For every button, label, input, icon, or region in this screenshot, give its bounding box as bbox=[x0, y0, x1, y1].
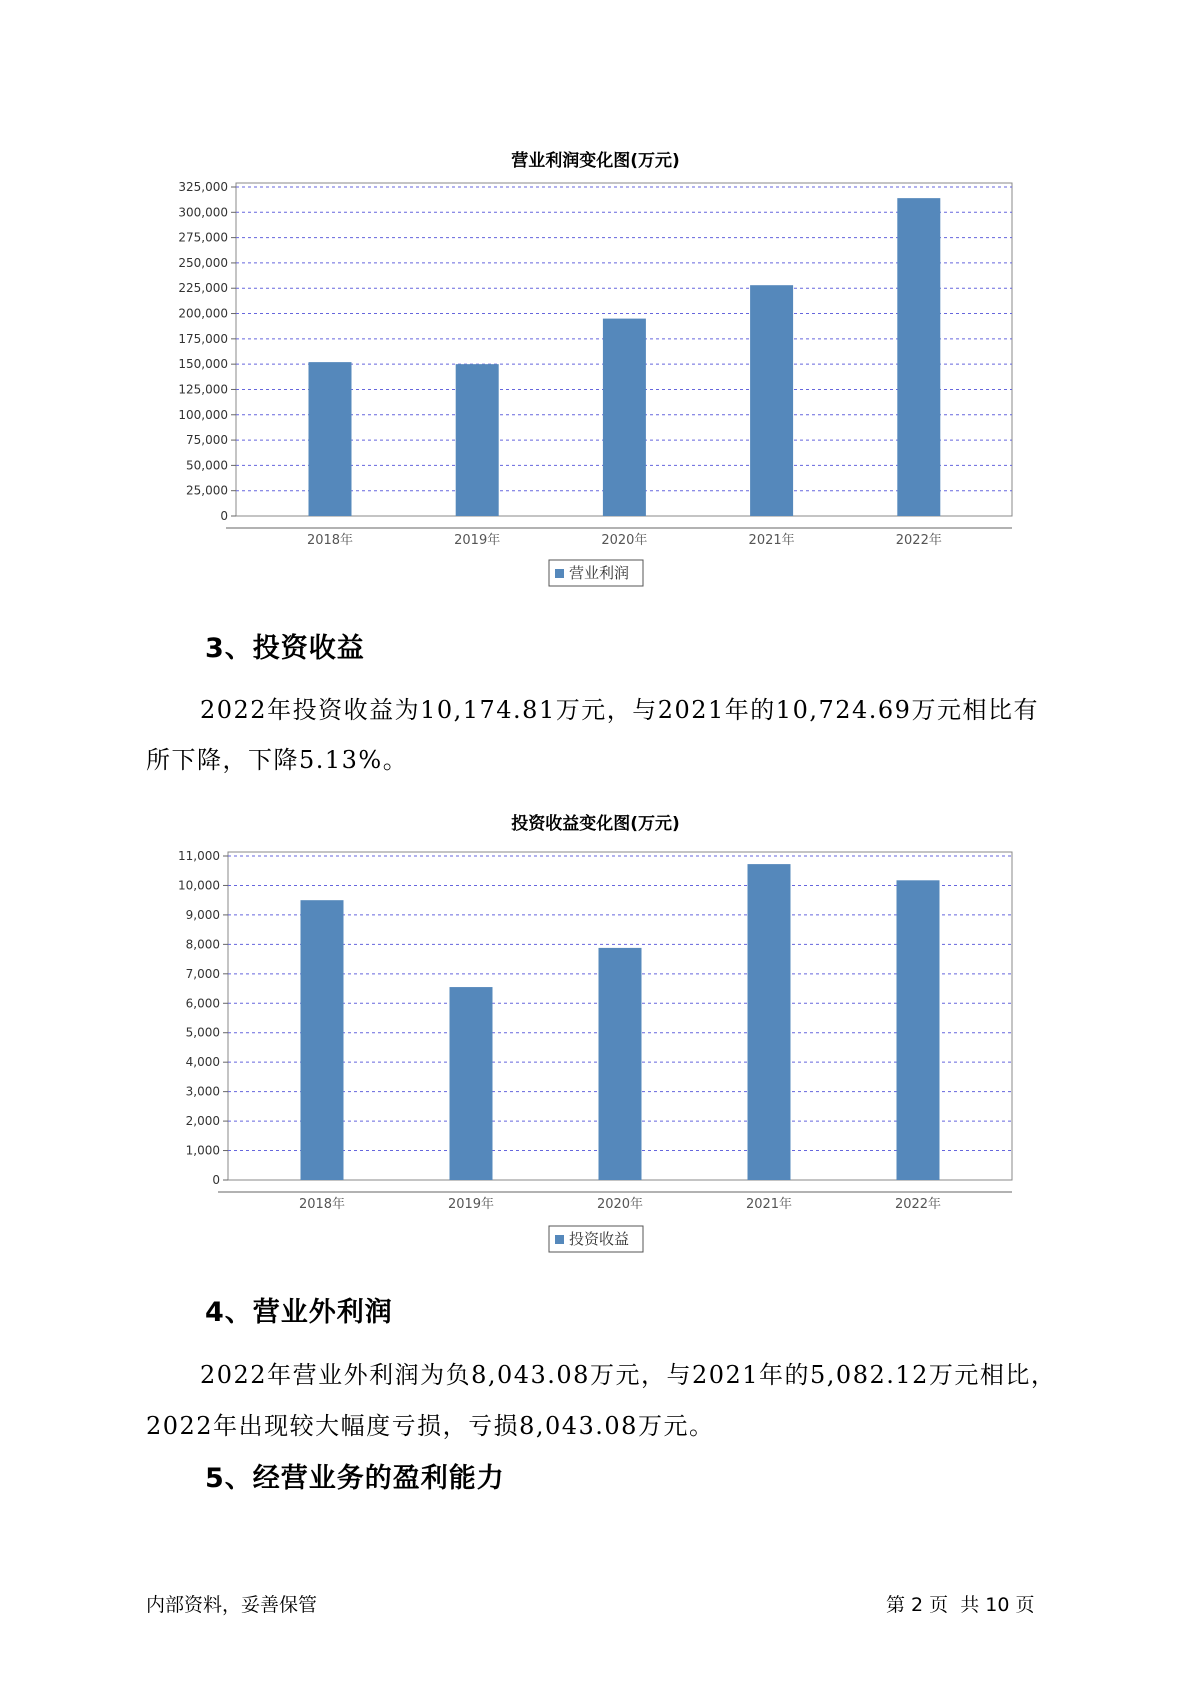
y-tick-label: 1,000 bbox=[185, 1143, 220, 1158]
bar-2019年 bbox=[450, 987, 493, 1180]
y-tick-label: 325,000 bbox=[178, 180, 228, 194]
y-tick-label: 50,000 bbox=[186, 458, 228, 473]
x-tick-label: 2021年 bbox=[745, 1197, 793, 1212]
y-tick-label: 11,000 bbox=[178, 849, 220, 863]
bar-2020年 bbox=[603, 319, 646, 516]
bar-2021年 bbox=[750, 285, 793, 516]
x-tick-label: 2021年 bbox=[748, 533, 795, 548]
x-tick-label: 2018年 bbox=[298, 1197, 346, 1212]
chart-title-operating-profit: 营业利润变化图(万元) bbox=[511, 151, 680, 171]
y-tick-label: 8,000 bbox=[185, 937, 220, 952]
y-tick-label: 10,000 bbox=[178, 878, 220, 893]
y-tick-label: 175,000 bbox=[178, 331, 228, 346]
y-tick-label: 150,000 bbox=[178, 357, 228, 372]
bar-2022年 bbox=[897, 880, 940, 1180]
y-tick-label: 250,000 bbox=[178, 255, 228, 270]
legend-label: 投资收益 bbox=[569, 1230, 630, 1248]
y-tick-label: 7,000 bbox=[185, 966, 220, 981]
section-heading-investment-income: 3、投资收益 bbox=[205, 633, 365, 664]
legend-swatch bbox=[555, 569, 564, 578]
bar-2018年 bbox=[301, 900, 344, 1180]
footer-confidential-note: 内部资料，妥善保管 bbox=[146, 1594, 318, 1616]
paragraph-line: 2022年投资收益为10,174.81万元，与2021年的10,724.69万元相比有 bbox=[200, 696, 1039, 724]
x-tick-label: 2022年 bbox=[894, 1197, 942, 1212]
x-tick-label: 2022年 bbox=[895, 533, 942, 548]
y-tick-label: 125,000 bbox=[178, 382, 228, 397]
y-tick-label: 4,000 bbox=[185, 1055, 220, 1070]
y-tick-label: 0 bbox=[212, 1173, 220, 1187]
y-tick-label: 25,000 bbox=[186, 483, 228, 498]
bar-2020年 bbox=[599, 948, 642, 1180]
x-tick-label: 2019年 bbox=[447, 1197, 495, 1212]
operating-profit-chart bbox=[0, 170, 1191, 595]
y-tick-label: 300,000 bbox=[178, 205, 228, 220]
x-tick-label: 2020年 bbox=[596, 1197, 644, 1212]
section-heading-operating-profitability: 5、经营业务的盈利能力 bbox=[205, 1463, 505, 1494]
investment-income-chart bbox=[0, 838, 1191, 1258]
bar-2022年 bbox=[897, 198, 940, 516]
x-tick-label: 2018年 bbox=[306, 533, 354, 548]
footer-page-number: 第 2 页 共 10 页 bbox=[886, 1594, 1035, 1616]
legend-label: 营业利润 bbox=[569, 564, 630, 582]
paragraph-line: 所下降，下降5.13%。 bbox=[146, 746, 409, 774]
y-tick-label: 100,000 bbox=[178, 407, 228, 422]
y-tick-label: 0 bbox=[220, 509, 228, 523]
bar-2021年 bbox=[748, 864, 791, 1180]
section-heading-non-operating-profit: 4、营业外利润 bbox=[205, 1297, 393, 1328]
y-tick-label: 225,000 bbox=[178, 281, 228, 296]
y-tick-label: 2,000 bbox=[185, 1114, 220, 1129]
y-tick-label: 3,000 bbox=[185, 1084, 220, 1099]
legend-swatch bbox=[555, 1235, 564, 1244]
y-tick-label: 5,000 bbox=[185, 1025, 220, 1040]
paragraph-line: 2022年出现较大幅度亏损，亏损8,043.08万元。 bbox=[146, 1412, 715, 1440]
y-tick-label: 200,000 bbox=[178, 306, 228, 321]
x-tick-label: 2019年 bbox=[454, 533, 501, 548]
paragraph-line: 2022年营业外利润为负8,043.08万元，与2021年的5,082.12万元相比， bbox=[200, 1361, 1057, 1389]
y-tick-label: 9,000 bbox=[185, 907, 220, 922]
y-tick-label: 275,000 bbox=[178, 230, 228, 245]
bar-2019年 bbox=[456, 364, 499, 516]
x-tick-label: 2020年 bbox=[601, 533, 648, 548]
y-tick-label: 6,000 bbox=[185, 996, 220, 1011]
bar-2018年 bbox=[309, 362, 352, 516]
chart-title-investment-income: 投资收益变化图(万元) bbox=[511, 814, 680, 834]
y-tick-label: 75,000 bbox=[186, 433, 228, 448]
